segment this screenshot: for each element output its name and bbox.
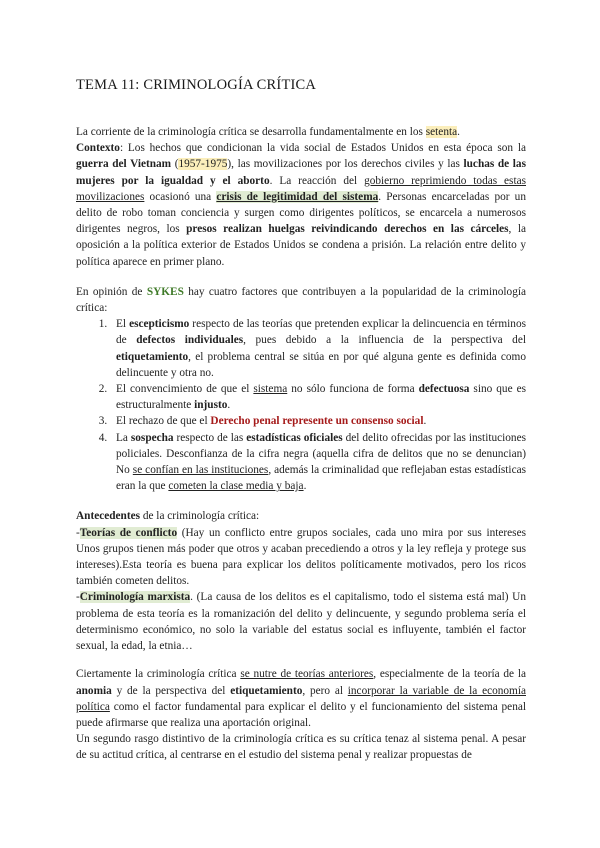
contexto-bold-presos: presos realizan huelgas reivindicando derechos en las cárceles <box>186 223 509 236</box>
document-body <box>76 124 526 764</box>
highlight-setenta: setenta <box>425 126 458 138</box>
item-text: . <box>423 415 427 428</box>
item-text: respecto de las teorías que pretenden explicar la delincuencia en términos de <box>116 318 526 347</box>
highlight-crisis: crisis de legitimidad del sistema <box>216 190 379 203</box>
bold-sospecha: sospecha <box>130 431 174 444</box>
highlight-teorias-conflicto: Teorías de conflicto <box>79 526 178 539</box>
ciertamente-text: Ciertamente la criminología crítica <box>76 668 241 681</box>
bold-etiquetamiento: etiquetamiento <box>116 350 189 363</box>
highlight-criminologia-marxista: Criminología marxista <box>79 591 191 604</box>
marxista-paragraph <box>76 589 526 654</box>
contexto-text: , la oposición a la política exterior de Estados Unidos se condena a prisión. La relación entre delito y política aparece en primer plano. <box>76 223 526 268</box>
ciertamente-text: y de la perspectiva del <box>111 684 231 697</box>
bold-defectuosa: defectuosa <box>418 383 470 396</box>
underline-instituciones: se confían en las instituciones <box>132 464 269 477</box>
item-text: . <box>303 480 307 493</box>
bold-injusto: injusto <box>194 399 228 412</box>
item-text: , pues debido a la influencia de la perspectiva del <box>243 334 526 347</box>
sykes-text: hay cuatro factores que contribuyen a la popularidad de la criminología crítica: <box>76 285 526 315</box>
item-text: , además la criminalidad que reflejaban estas estadísticas eran la que <box>116 464 526 493</box>
contexto-bold-mujeres: luchas de las mujeres por la igualdad y el aborto <box>76 158 526 187</box>
bold-etiquetamiento-2: etiquetamiento <box>230 684 303 697</box>
item-text: , el problema central se sitúa en por qué alguna gente es definida como delincuente y otra no. <box>116 350 526 379</box>
dash: - <box>76 526 80 539</box>
contexto-text: . La reacción del <box>269 174 365 187</box>
segundo-paragraph: Un segundo rasgo distintivo de la criminología crítica es su crítica tenaz al sistema penal. A pesar de su actitud crítica, al centrarse en el estudio del sistema penal y realizar propuestas de <box>76 733 526 762</box>
marxista-text: . (La causa de los delitos es el capitalismo, todo el sistema está mal) Un problema de esta teoría es la romanización del delito y delincuente, y segundo problema sería el determinismo económico, no solo la variable del estatus social es influyente, también el factor sexual, la edad, la etnia… <box>76 591 526 653</box>
item-text: del delito ofrecidas por las instituciones policiales. Desconfianza de la cifra negra (aquella cifra de delitos que no se denuncian) No <box>116 431 526 477</box>
ciertamente-paragraph <box>76 666 526 731</box>
antecedentes-heading <box>76 508 526 524</box>
list-item <box>110 413 526 429</box>
contexto-label: Contexto <box>76 142 120 155</box>
antecedentes-label: Antecedentes <box>76 510 140 523</box>
intro-text: La corriente de la criminología crítica se desarrolla fundamentalmente en los <box>76 126 426 138</box>
red-derecho-penal: Derecho penal represente un consenso social <box>210 415 424 428</box>
bold-defectos: defectos individuales <box>136 334 244 347</box>
item-text: La <box>116 431 131 444</box>
list-item <box>110 316 526 381</box>
underline-economia-politica: incorporar la variable de la economía política <box>76 684 526 713</box>
list-item <box>110 430 526 495</box>
ciertamente-text: , pero al <box>302 684 348 697</box>
contexto-text: ), las movilizaciones por los derechos civiles y las <box>227 158 464 171</box>
contexto-text: . Personas encarceladas por un delito de robo toman conciencia y surgen como dirigentes políticos, se encarcela a numerosos dirigentes negros, los <box>76 190 526 236</box>
contexto-text: : Los hechos que condicionan la vida social de Estados Unidos en esta época son la <box>119 142 526 155</box>
conflicto-text: (Hay un conflicto entre grupos sociales, cada uno mira por sus intereses Unos grupos tienen más poder que otros y acaban precediendo a otros y la ley refleja y protege sus intereses).Esta teoría es buena para explicar los delitos políticamente motivados, pero los ricos también cometen delitos. <box>76 526 526 588</box>
list-item <box>110 381 526 413</box>
factors-list <box>76 316 526 494</box>
highlight-years: 1957-1975 <box>178 158 228 171</box>
bold-escepticismo: escepticismo <box>129 318 190 331</box>
dash: - <box>76 591 80 604</box>
sykes-name: SYKES <box>146 285 184 298</box>
contexto-bold-vietnam: guerra del Vietnam <box>76 158 172 171</box>
intro-text-end: . <box>457 126 460 138</box>
sykes-text: En opinión de <box>76 285 147 298</box>
intro-paragraph <box>76 124 526 140</box>
item-text: . <box>227 399 231 412</box>
underline-teorias-anteriores: se nutre de teorías anteriores <box>240 668 374 681</box>
page-title: TEMA 11: CRIMINOLOGÍA CRÍTICA <box>76 77 317 93</box>
contexto-paragraph <box>76 140 526 270</box>
bold-estadisticas: estadísticas oficiales <box>246 431 343 444</box>
contexto-text: ( <box>171 158 179 171</box>
contexto-text: ocasionó una <box>144 190 217 203</box>
item-text: respecto de las <box>173 431 247 444</box>
item-text: El <box>116 318 130 331</box>
sykes-paragraph <box>76 284 526 316</box>
conflicto-paragraph <box>76 525 526 590</box>
contexto-underline-gobierno: gobierno reprimiendo todas estas movilizaciones <box>76 174 527 203</box>
ciertamente-text: , especialmente de la teoría de la <box>373 668 526 681</box>
underline-clase-media: cometen la clase media y baja <box>168 480 304 493</box>
item-text: El convencimiento de que el <box>116 383 254 396</box>
item-text: sino que es estructuralmente <box>116 383 527 412</box>
item-text: El rechazo de que el <box>116 415 211 428</box>
underline-sistema: sistema <box>253 383 288 396</box>
item-text: no sólo funciona de forma <box>287 383 419 396</box>
antecedentes-text: de la criminología crítica: <box>140 510 260 523</box>
ciertamente-text: como el factor fundamental para explicar el delito y el funcionamiento del sistema penal puede afirmarse que realiza una aportación original. <box>76 700 526 729</box>
bold-anomia: anomia <box>76 684 112 697</box>
